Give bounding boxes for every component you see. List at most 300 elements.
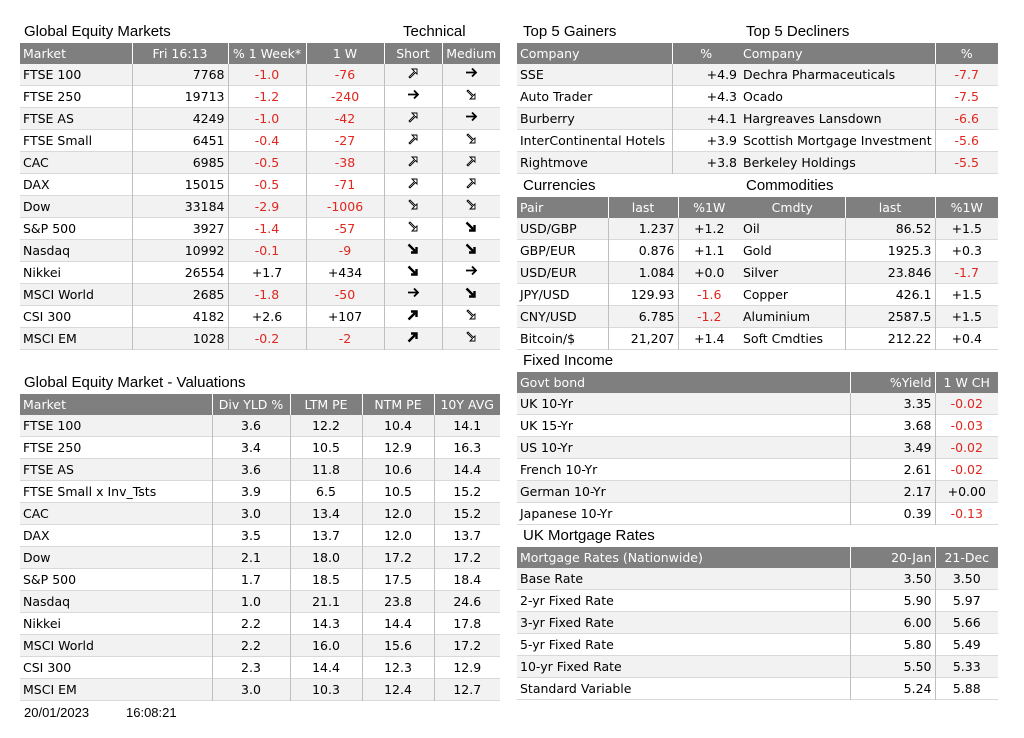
medium-trend-up-hollow-icon: [442, 174, 500, 196]
table-row: [740, 64, 998, 86]
cell: 5.97: [935, 590, 998, 612]
cell: 5.24: [850, 678, 935, 700]
table-row: [20, 415, 500, 437]
cell: Silver: [740, 262, 845, 284]
table-row: [20, 437, 500, 459]
cell: -0.02: [935, 393, 998, 415]
table-row: [517, 568, 998, 590]
table-row: [20, 108, 500, 130]
cell: -1006: [306, 196, 384, 218]
cell: FTSE AS: [20, 459, 212, 481]
cell: 17.2: [362, 547, 434, 569]
cell: +0.4: [935, 328, 998, 350]
cell: -27: [306, 130, 384, 152]
table-row: [740, 108, 998, 130]
table-row: [20, 86, 500, 108]
cell: Dechra Pharmaceuticals: [740, 64, 935, 86]
currencies-title: Currencies: [523, 177, 596, 194]
cell: +3.8: [672, 152, 740, 174]
cell: 5.49: [935, 634, 998, 656]
cell: -50: [306, 284, 384, 306]
cell: 3.35: [850, 393, 935, 415]
table-row: [20, 679, 500, 701]
col-company: Company: [517, 43, 672, 64]
cell: Berkeley Holdings: [740, 152, 935, 174]
cell: -5.5: [935, 152, 998, 174]
table-row: [20, 284, 500, 306]
table-row: [517, 218, 740, 240]
table-row: [740, 328, 998, 350]
cell: +107: [306, 306, 384, 328]
cell: -1.8: [228, 284, 306, 306]
cell: 10-yr Fixed Rate: [517, 656, 850, 678]
cell: Dow: [20, 196, 132, 218]
cell: -42: [306, 108, 384, 130]
col-div-yld: Div YLD %: [212, 394, 290, 415]
table-row: [20, 328, 500, 350]
cell: 14.3: [290, 613, 362, 635]
table-row: [517, 262, 740, 284]
cell: 0.39: [850, 503, 935, 525]
cell: 17.5: [362, 569, 434, 591]
cell: 2.61: [850, 459, 935, 481]
table-row: [20, 262, 500, 284]
table-row: [517, 503, 998, 525]
short-trend-up-hollow-icon: [384, 108, 442, 130]
cell: 18.0: [290, 547, 362, 569]
cell: 1.084: [608, 262, 678, 284]
cell: 12.9: [434, 657, 500, 679]
gainers-table: [517, 43, 740, 174]
cell: 3.9: [212, 481, 290, 503]
cell: MSCI EM: [20, 328, 132, 350]
cell: -1.2: [678, 306, 740, 328]
cell: FTSE 250: [20, 86, 132, 108]
cell: 10.5: [362, 481, 434, 503]
cell: 15015: [132, 174, 228, 196]
cell: 6.00: [850, 612, 935, 634]
cell: Ocado: [740, 86, 935, 108]
cell: 21.1: [290, 591, 362, 613]
cell: DAX: [20, 174, 132, 196]
cell: 3.5: [212, 525, 290, 547]
cell: 12.0: [362, 525, 434, 547]
table-row: [740, 152, 998, 174]
cell: Base Rate: [517, 568, 850, 590]
cell: 6985: [132, 152, 228, 174]
table-row: [517, 284, 740, 306]
cell: 0.876: [608, 240, 678, 262]
cell: 1028: [132, 328, 228, 350]
cell: -76: [306, 64, 384, 86]
cell: 3.0: [212, 679, 290, 701]
cell: 3-yr Fixed Rate: [517, 612, 850, 634]
cell: +3.9: [672, 130, 740, 152]
col-20-jan: 20-Jan: [850, 547, 935, 568]
cell: 12.0: [362, 503, 434, 525]
table-row: [20, 569, 500, 591]
col-pct-week: % 1 Week*: [228, 43, 306, 64]
cell: 14.4: [434, 459, 500, 481]
cell: Rightmove: [517, 152, 672, 174]
cell: 6.785: [608, 306, 678, 328]
cell: 11.8: [290, 459, 362, 481]
medium-trend-right-bold-icon: [442, 262, 500, 284]
col-ltm-pe: LTM PE: [290, 394, 362, 415]
short-trend-up-bold-icon: [384, 328, 442, 350]
cell: -0.5: [228, 174, 306, 196]
table-row: [517, 64, 740, 86]
cell: CAC: [20, 152, 132, 174]
fixed-income-table: [517, 372, 998, 525]
col-pair: Pair: [517, 197, 608, 218]
cell: 2.1: [212, 547, 290, 569]
cell: 426.1: [845, 284, 935, 306]
table-row: [20, 547, 500, 569]
table-row: [20, 130, 500, 152]
table-row: [20, 503, 500, 525]
cell: 3.50: [935, 568, 998, 590]
col-pct: %: [672, 43, 740, 64]
cell: 3.4: [212, 437, 290, 459]
short-trend-down-hollow-icon: [384, 196, 442, 218]
cell: Japanese 10-Yr: [517, 503, 850, 525]
cell: 21,207: [608, 328, 678, 350]
table-row: [20, 218, 500, 240]
cell: -0.2: [228, 328, 306, 350]
cell: 2.2: [212, 635, 290, 657]
table-row: [740, 240, 998, 262]
cell: 10.3: [290, 679, 362, 701]
cell: 18.5: [290, 569, 362, 591]
cell: CNY/USD: [517, 306, 608, 328]
col-short: Short: [384, 43, 442, 64]
cell: 12.9: [362, 437, 434, 459]
cell: 129.93: [608, 284, 678, 306]
col-pct-1w: %1W: [935, 197, 998, 218]
table-row: [517, 481, 998, 503]
col-1w: 1 W: [306, 43, 384, 64]
cell: -57: [306, 218, 384, 240]
cell: S&P 500: [20, 569, 212, 591]
cell: Nasdaq: [20, 240, 132, 262]
cell: 18.4: [434, 569, 500, 591]
decliners-table: [740, 43, 998, 174]
table-row: [517, 152, 740, 174]
medium-trend-down-hollow-icon: [442, 130, 500, 152]
col-market: Market: [20, 43, 132, 64]
table-row: [517, 240, 740, 262]
decliners-title: Top 5 Decliners: [746, 23, 850, 40]
cell: -0.02: [935, 459, 998, 481]
table-row: [517, 393, 998, 415]
table-row: [20, 591, 500, 613]
cell: 4249: [132, 108, 228, 130]
cell: 6.5: [290, 481, 362, 503]
cell: 19713: [132, 86, 228, 108]
cell: -1.4: [228, 218, 306, 240]
cell: 3.0: [212, 503, 290, 525]
cell: -0.5: [228, 152, 306, 174]
cell: -1.7: [935, 262, 998, 284]
cell: 12.7: [434, 679, 500, 701]
col-pct: %: [935, 43, 998, 64]
table-row: [517, 415, 998, 437]
cell: 10.4: [362, 415, 434, 437]
table-row: [20, 240, 500, 262]
table-row: [517, 656, 998, 678]
col-yield: %Yield: [850, 372, 935, 393]
cell: UK 15-Yr: [517, 415, 850, 437]
cell: -0.1: [228, 240, 306, 262]
cell: 17.2: [434, 635, 500, 657]
cell: CSI 300: [20, 657, 212, 679]
table-row: [517, 634, 998, 656]
cell: CAC: [20, 503, 212, 525]
cell: -2.9: [228, 196, 306, 218]
short-trend-up-hollow-icon: [384, 130, 442, 152]
cell: 7768: [132, 64, 228, 86]
col-medium: Medium: [442, 43, 500, 64]
valuations-table: [20, 394, 500, 701]
cell: 3.6: [212, 415, 290, 437]
gainers-title: Top 5 Gainers: [523, 23, 617, 40]
table-row: [740, 284, 998, 306]
cell: 86.52: [845, 218, 935, 240]
table-row: [517, 86, 740, 108]
cell: FTSE 100: [20, 64, 132, 86]
cell: Nasdaq: [20, 591, 212, 613]
cell: 12.4: [362, 679, 434, 701]
cell: Oil: [740, 218, 845, 240]
cell: FTSE AS: [20, 108, 132, 130]
cell: -2: [306, 328, 384, 350]
cell: 1.0: [212, 591, 290, 613]
cell: 14.1: [434, 415, 500, 437]
cell: 3.68: [850, 415, 935, 437]
table-row: [20, 174, 500, 196]
cell: +1.1: [678, 240, 740, 262]
cell: 3927: [132, 218, 228, 240]
cell: -1.0: [228, 64, 306, 86]
cell: +0.3: [935, 240, 998, 262]
cell: 2587.5: [845, 306, 935, 328]
table-row: [20, 64, 500, 86]
cell: 3.50: [850, 568, 935, 590]
table-row: [740, 86, 998, 108]
cell: 16.3: [434, 437, 500, 459]
cell: MSCI World: [20, 284, 132, 306]
cell: 16.0: [290, 635, 362, 657]
cell: 15.2: [434, 481, 500, 503]
cell: Gold: [740, 240, 845, 262]
cell: Auto Trader: [517, 86, 672, 108]
cell: +0.00: [935, 481, 998, 503]
mortgage-table: [517, 547, 998, 700]
cell: 2-yr Fixed Rate: [517, 590, 850, 612]
medium-trend-down-hollow-icon: [442, 196, 500, 218]
cell: 10992: [132, 240, 228, 262]
table-row: [20, 613, 500, 635]
col-cmdty: Cmdty: [740, 197, 845, 218]
cell: 3.49: [850, 437, 935, 459]
commodities-title: Commodities: [746, 177, 834, 194]
table-row: [740, 218, 998, 240]
cell: +2.6: [228, 306, 306, 328]
cell: 212.22: [845, 328, 935, 350]
cell: -1.2: [228, 86, 306, 108]
cell: 12.3: [362, 657, 434, 679]
cell: 4182: [132, 306, 228, 328]
footer-date: 20/01/2023: [24, 705, 90, 720]
cell: -7.7: [935, 64, 998, 86]
cell: -7.5: [935, 86, 998, 108]
col-21-dec: 21-Dec: [935, 547, 998, 568]
medium-trend-down-bold-icon: [442, 240, 500, 262]
cell: 1925.3: [845, 240, 935, 262]
medium-trend-down-hollow-icon: [442, 306, 500, 328]
cell: +1.5: [935, 218, 998, 240]
cell: -71: [306, 174, 384, 196]
col-1w-ch: 1 W CH: [935, 372, 998, 393]
cell: +434: [306, 262, 384, 284]
table-row: [517, 590, 998, 612]
cell: Dow: [20, 547, 212, 569]
cell: 13.7: [290, 525, 362, 547]
short-trend-up-hollow-icon: [384, 152, 442, 174]
cell: 2.2: [212, 613, 290, 635]
cell: 5.66: [935, 612, 998, 634]
short-trend-right-bold-icon: [384, 86, 442, 108]
cell: 26554: [132, 262, 228, 284]
cell: Soft Cmdties: [740, 328, 845, 350]
table-row: [740, 262, 998, 284]
table-row: [20, 481, 500, 503]
cell: MSCI World: [20, 635, 212, 657]
cell: 5.90: [850, 590, 935, 612]
cell: 23.8: [362, 591, 434, 613]
cell: Hargreaves Lansdown: [740, 108, 935, 130]
cell: 17.8: [434, 613, 500, 635]
col-company: Company: [740, 43, 935, 64]
medium-trend-up-hollow-icon: [442, 152, 500, 174]
cell: S&P 500: [20, 218, 132, 240]
cell: -240: [306, 86, 384, 108]
cell: -6.6: [935, 108, 998, 130]
cell: JPY/USD: [517, 284, 608, 306]
cell: Aluminium: [740, 306, 845, 328]
commodities-table: [740, 197, 998, 350]
cell: 5.50: [850, 656, 935, 678]
col-market: Market: [20, 394, 212, 415]
medium-trend-down-hollow-icon: [442, 86, 500, 108]
table-row: [517, 612, 998, 634]
table-row: [20, 635, 500, 657]
cell: MSCI EM: [20, 679, 212, 701]
cell: FTSE 100: [20, 415, 212, 437]
cell: 33184: [132, 196, 228, 218]
technical-label: Technical: [403, 23, 466, 40]
cell: 5-yr Fixed Rate: [517, 634, 850, 656]
col-10y-avg: 10Y AVG: [434, 394, 500, 415]
cell: FTSE 250: [20, 437, 212, 459]
cell: 14.4: [362, 613, 434, 635]
cell: 15.6: [362, 635, 434, 657]
cell: French 10-Yr: [517, 459, 850, 481]
cell: 6451: [132, 130, 228, 152]
short-trend-up-hollow-icon: [384, 174, 442, 196]
cell: USD/GBP: [517, 218, 608, 240]
table-row: [20, 459, 500, 481]
cell: 13.4: [290, 503, 362, 525]
footer-time: 16:08:21: [126, 705, 177, 720]
cell: 5.88: [935, 678, 998, 700]
cell: 5.33: [935, 656, 998, 678]
cell: GBP/EUR: [517, 240, 608, 262]
short-trend-down-bold-icon: [384, 262, 442, 284]
col-last: last: [845, 197, 935, 218]
col-pct-1w: %1W: [678, 197, 740, 218]
cell: -0.4: [228, 130, 306, 152]
cell: Nikkei: [20, 613, 212, 635]
cell: FTSE Small x Inv_Tsts: [20, 481, 212, 503]
cell: 24.6: [434, 591, 500, 613]
table-row: [517, 437, 998, 459]
equity-markets-table: [20, 43, 500, 350]
table-row: [20, 196, 500, 218]
cell: -1.6: [678, 284, 740, 306]
cell: +1.5: [935, 306, 998, 328]
cell: 1.7: [212, 569, 290, 591]
cell: -38: [306, 152, 384, 174]
col-govt-bond: Govt bond: [517, 372, 850, 393]
cell: 15.2: [434, 503, 500, 525]
currencies-table: [517, 197, 740, 350]
medium-trend-right-bold-icon: [442, 108, 500, 130]
cell: -5.6: [935, 130, 998, 152]
cell: USD/EUR: [517, 262, 608, 284]
medium-trend-right-bold-icon: [442, 64, 500, 86]
medium-trend-down-bold-icon: [442, 218, 500, 240]
table-row: [740, 306, 998, 328]
col-last: Fri 16:13: [132, 43, 228, 64]
cell: SSE: [517, 64, 672, 86]
cell: 10.5: [290, 437, 362, 459]
cell: +4.9: [672, 64, 740, 86]
cell: +1.4: [678, 328, 740, 350]
cell: 13.7: [434, 525, 500, 547]
cell: 10.6: [362, 459, 434, 481]
col-ntm-pe: NTM PE: [362, 394, 434, 415]
col-last: last: [608, 197, 678, 218]
cell: Burberry: [517, 108, 672, 130]
col-mortgage-rates: Mortgage Rates (Nationwide): [517, 547, 850, 568]
cell: +1.7: [228, 262, 306, 284]
cell: 17.2: [434, 547, 500, 569]
cell: 23.846: [845, 262, 935, 284]
cell: -9: [306, 240, 384, 262]
table-row: [517, 108, 740, 130]
cell: US 10-Yr: [517, 437, 850, 459]
equity-title: Global Equity Markets: [24, 23, 171, 40]
cell: InterContinental Hotels: [517, 130, 672, 152]
cell: Copper: [740, 284, 845, 306]
short-trend-right-bold-icon: [384, 284, 442, 306]
cell: Bitcoin/$: [517, 328, 608, 350]
cell: FTSE Small: [20, 130, 132, 152]
cell: -1.0: [228, 108, 306, 130]
cell: CSI 300: [20, 306, 132, 328]
